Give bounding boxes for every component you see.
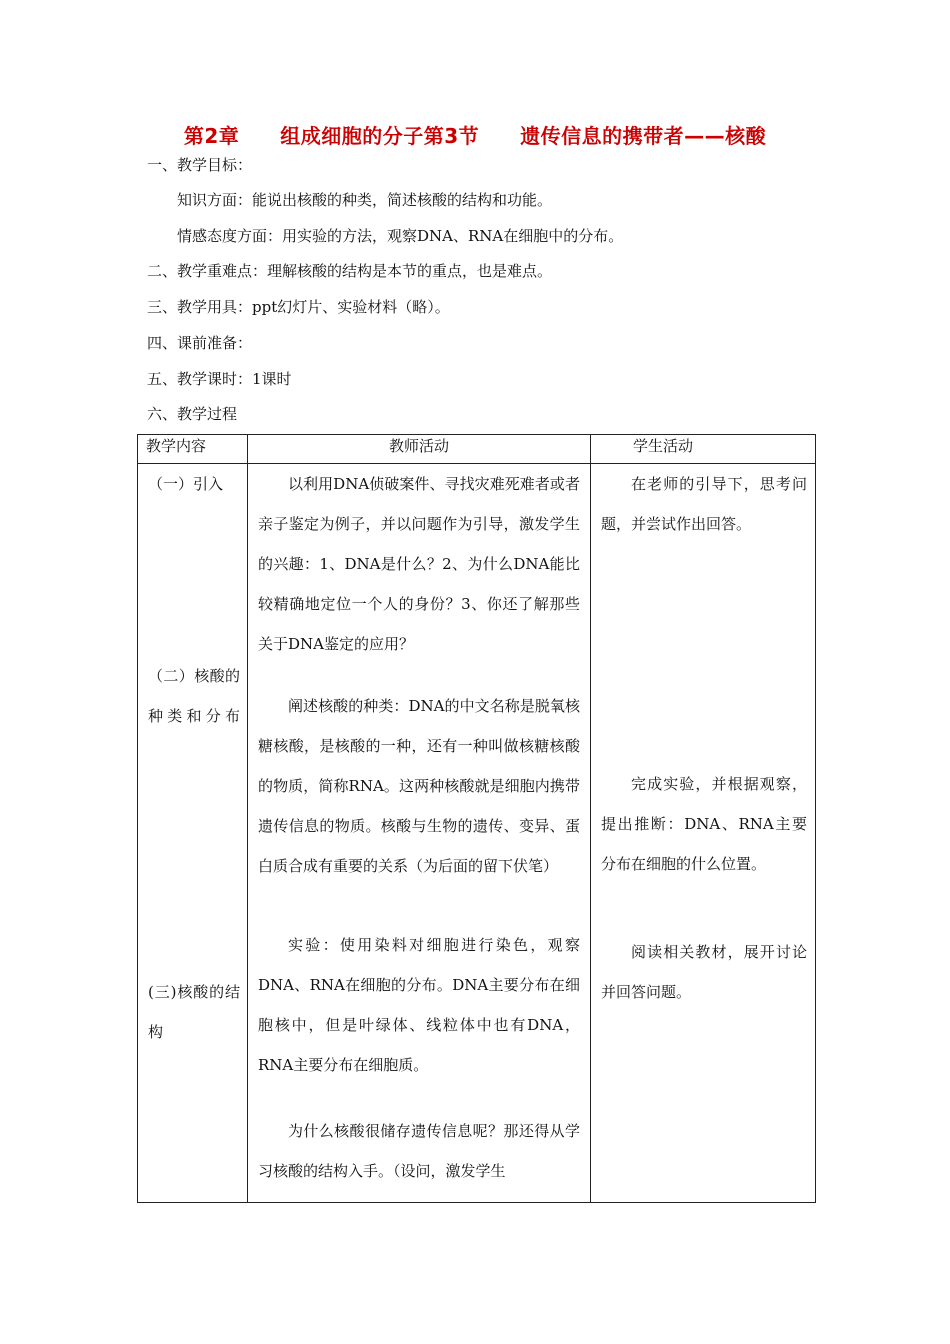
- header-student: 学生活动: [591, 435, 816, 464]
- page-title: 第2章 组成细胞的分子第3节 遗传信息的携带者——核酸: [183, 124, 767, 148]
- table-row: [138, 464, 816, 1203]
- header-teacher: 教师活动: [248, 435, 591, 464]
- content-cell: [138, 464, 248, 1203]
- student-intro: 在老师的引导下，思考问题，并尝试作出回答。: [601, 475, 807, 533]
- key-points: 二、教学重难点：理解核酸的结构是本节的重点，也是难点。: [147, 262, 553, 280]
- goal-knowledge: 知识方面：能说出核酸的种类，简述核酸的结构和功能。: [177, 191, 553, 209]
- teaching-tools: 三、教学用具：ppt幻灯片、实验材料（略）。: [147, 298, 450, 316]
- goals-heading: 一、教学目标：: [147, 156, 253, 174]
- student-reading: 阅读相关教材，展开讨论并回答问题。: [601, 943, 807, 1001]
- preparation: 四、课前准备：: [147, 334, 253, 352]
- teacher-types: 阐述核酸的种类：DNA的中文名称是脱氧核糖核酸，是核酸的一种，还有一种叫做核糖核酸的物质，简称RNA。这两种核酸就是细胞内携带遗传信息的物质。核酸与生物的遗传、变异、蛋白质合成有重要的关系（为后面的留下伏笔）: [258, 697, 580, 875]
- teacher-intro: 以利用DNA侦破案件、寻找灾难死难者或者亲子鉴定为例子，并以问题作为引导，激发学生的兴趣：1、DNA是什么？2、为什么DNA能比较精确地定位一个人的身份？3、你还了解那些关于DNA鉴定的应用？: [258, 475, 580, 653]
- teaching-hours: 五、教学课时：1课时: [147, 370, 292, 388]
- content-intro: （一）引入: [148, 475, 224, 493]
- teacher-structure: 为什么核酸很储存遗传信息呢？那还得从学习核酸的结构入手。（设问，激发学生: [258, 1122, 580, 1180]
- content-types: （二）核酸的种类和分布: [148, 667, 240, 725]
- header-content: 教学内容: [138, 435, 248, 464]
- goal-emotion: 情感态度方面：用实验的方法，观察DNA、RNA在细胞中的分布。: [177, 227, 624, 245]
- content-structure: (三)核酸的结构: [148, 983, 240, 1041]
- teaching-process-table: [137, 434, 816, 1203]
- table-header-row: [138, 435, 816, 464]
- teacher-experiment: 实验：使用染料对细胞进行染色，观察DNA、RNA在细胞的分布。DNA主要分布在细胞核中，但是叶绿体、线粒体中也有DNA，RNA主要分布在细胞质。: [258, 936, 580, 1074]
- student-cell: [591, 464, 816, 1203]
- student-experiment: 完成实验，并根据观察，提出推断：DNA、RNA主要分布在细胞的什么位置。: [601, 775, 807, 873]
- process-heading: 六、教学过程: [147, 405, 238, 423]
- teacher-cell: [248, 464, 591, 1203]
